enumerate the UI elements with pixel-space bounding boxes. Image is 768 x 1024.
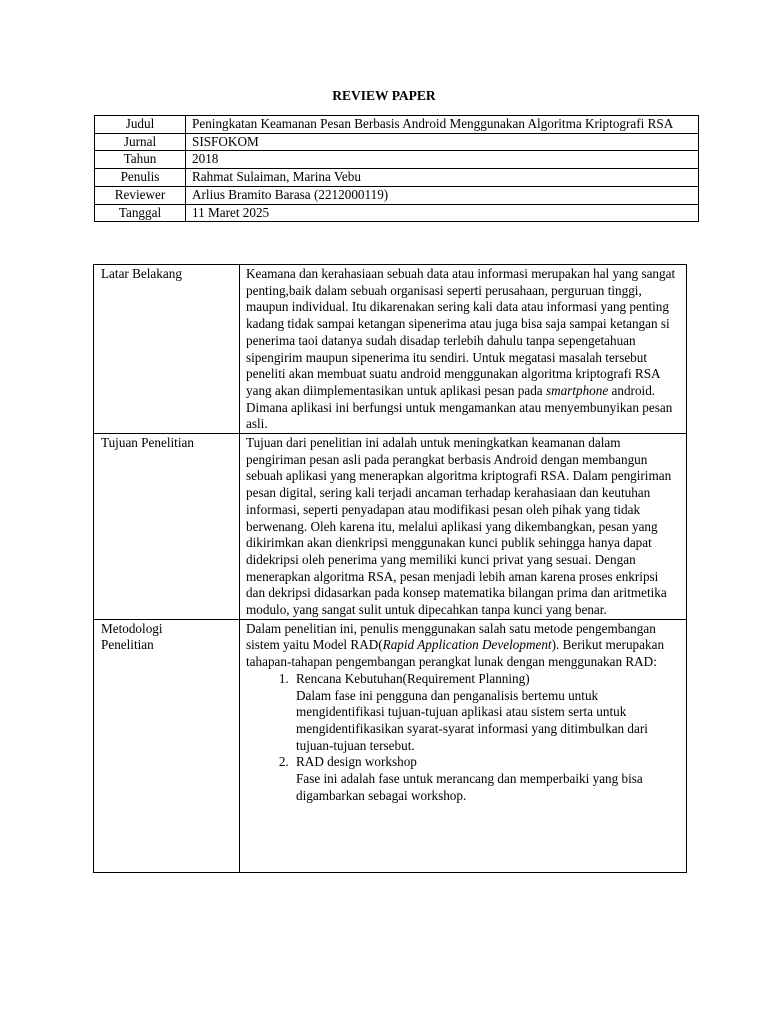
metodologi-intro-a: Dalam penelitian ini, penulis menggunakan salah satu metode pengembangan sistem yaitu Model RAD(	[246, 620, 656, 653]
rad-steps-list	[246, 671, 680, 805]
meta-value-tanggal: 11 Maret 2025	[186, 204, 699, 222]
metodologi-label-line-2: Penelitian	[101, 637, 154, 653]
table-row	[95, 186, 699, 204]
section-label-metodologi	[94, 619, 240, 872]
section-body-tujuan-penelitian: Tujuan dari penelitian ini adalah untuk meningkatkan keamanan dalam pengiriman pesan asli pada perangkat berbasis Android dengan membangun sebuah aplikasi yang menerapkan algoritma kriptografi RSA. Dalam pengiriman pesan digital, sering kali terjadi ancaman terhadap kerahasiaan dan keutuhan informasi, seperti penyadapan atau modifikasi pesan oleh pihak yang tidak berwenang. Oleh karena itu, melalui aplikasi yang dikembangkan, pesan yang dikirimkan akan dienkripsi menggunakan kunci publik sehingga hanya dapat didekripsi oleh penerima yang memiliki kunci privat yang sesuai. Dengan menerapkan algoritma RSA, pesan menjadi lebih aman karena proses enkripsi dan dekripsi didasarkan pada konsep matematika bilangan prima dan aritmetika modulo, yang sangat sulit untuk dipecahkan tanpa kunci yang benar.	[240, 434, 687, 620]
step-title: 2. RAD design workshop	[296, 754, 417, 770]
review-table	[93, 264, 687, 873]
metodologi-label-line-1: Metodologi	[101, 620, 163, 636]
table-row	[95, 133, 699, 151]
meta-label-penulis: Penulis	[95, 169, 186, 187]
step-description: Dalam fase ini pengguna dan penganalisis bertemu untuk mengidentifikasi tujuan-tujuan aplikasi atau sistem serta untuk mengidentifikasikan syarat-syarat informasi yang ditimbulkan dari tujuan-tujuan tersebut.	[296, 687, 648, 753]
metadata-table	[94, 115, 699, 222]
section-body-metodologi	[240, 619, 687, 872]
list-item	[292, 754, 680, 804]
latar-text-italic: smartphone	[545, 382, 609, 398]
meta-label-reviewer: Reviewer	[95, 186, 186, 204]
meta-value-judul: Peningkatan Keamanan Pesan Berbasis Android Menggunakan Algoritma Kriptografi RSA	[186, 116, 699, 134]
section-label-tujuan-penelitian: Tujuan Penelitian	[94, 434, 240, 620]
latar-text-a: Keamana dan kerahasiaan sebuah data atau informasi merupakan hal yang sangat penting,baik dalam sebuah organisasi seperti perusahaan, perguruan tinggi, maupun individual. Itu dikarenakan sering kali data atau informasi yang penting kadang tidak sampai ketangan sipenerima atau juga bisa saja sampai ketangan si penerima taoi datanya sudah disadap terlebih dahulu tanpa sepengetahuan sipengirim maupun sipenerima itu sendiri. Untuk megatasi masalah tersebut peneliti akan membuat suatu android menggunakan algoritma kriptografi RSA yang akan diimplementasikan untuk aplikasi pesan pada	[246, 266, 676, 398]
meta-value-tahun: 2018	[186, 151, 699, 169]
metodologi-intro-b: ). Berikut merupakan tahapan-tahapan pengembangan perangkat lunak dengan menggunakan RAD:	[246, 637, 665, 670]
table-row	[94, 619, 687, 872]
meta-value-reviewer: Arlius Bramito Barasa (2212000119)	[186, 186, 699, 204]
meta-label-judul: Judul	[95, 116, 186, 134]
table-row	[94, 434, 687, 620]
table-row	[95, 169, 699, 187]
latar-text-b: android. Dimana aplikasi ini berfungsi untuk mengamankan atau menyembunyikan pesan asli.	[246, 382, 673, 432]
meta-label-tahun: Tahun	[95, 151, 186, 169]
page-title: REVIEW PAPER	[332, 88, 436, 103]
step-title: 1. Rencana Kebutuhan(Requirement Planning)	[296, 670, 530, 686]
metodologi-intro	[246, 621, 680, 671]
section-label-latar-belakang: Latar Belakang	[94, 265, 240, 434]
list-item	[292, 671, 680, 755]
section-body-latar-belakang	[240, 265, 687, 434]
meta-label-tanggal: Tanggal	[95, 204, 186, 222]
meta-label-jurnal: Jurnal	[95, 133, 186, 151]
step-description: Fase ini adalah fase untuk merancang dan memperbaiki yang bisa digambarkan sebagai workshop.	[296, 771, 643, 803]
table-row	[95, 116, 699, 134]
metodologi-intro-italic: Rapid Application Development	[382, 637, 552, 653]
meta-value-jurnal: SISFOKOM	[186, 133, 699, 151]
table-row	[94, 265, 687, 434]
table-row	[95, 204, 699, 222]
table-row	[95, 151, 699, 169]
meta-value-penulis: Rahmat Sulaiman, Marina Vebu	[186, 169, 699, 187]
